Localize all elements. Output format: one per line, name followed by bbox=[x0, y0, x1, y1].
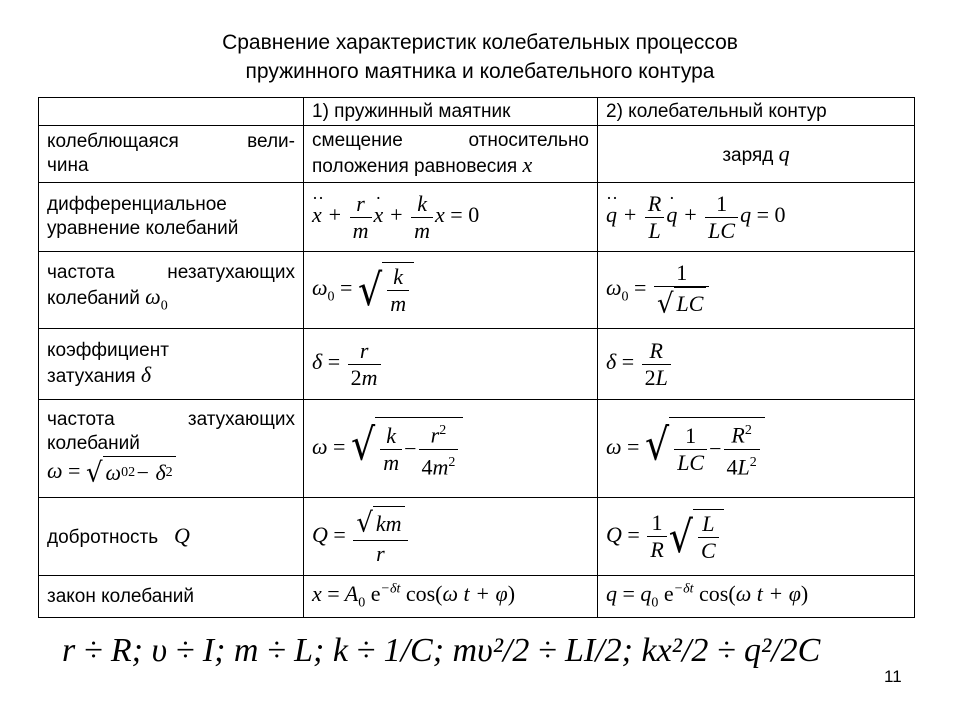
row-label-quality-factor: добротность Q bbox=[39, 498, 304, 576]
analogy-relations: r ÷ R; υ ÷ I; m ÷ L; k ÷ 1/C; mυ²/2 ÷ LI/2; kx²/2 ÷ q²/2C bbox=[62, 632, 821, 669]
circuit-damping-coefficient: δ = $\frac{R}{2L}$ bbox=[598, 329, 915, 400]
header-empty-cell bbox=[39, 98, 304, 126]
row-label-damping-coefficient: коэффициент затухания δ bbox=[39, 329, 304, 400]
circuit-quantity-cell: заряд q bbox=[598, 126, 915, 183]
spring-damped-frequency: ω = √ $\frac{k}{m}$ − $\frac{r^2}{4m^2}$ bbox=[304, 400, 598, 498]
circuit-undamped-frequency: $\omega_0$ = 1 √ LC bbox=[598, 252, 915, 329]
spring-oscillation-law: $x = A_0$ $e^{-\delta t}$ cos(ω t + φ) bbox=[304, 576, 598, 618]
spring-quantity-cell: смещение относительно положения равновесия x bbox=[304, 126, 598, 183]
table-row bbox=[39, 329, 915, 400]
table-row bbox=[39, 400, 915, 498]
header-oscillating-circuit: 2) колебательный контур bbox=[598, 98, 915, 126]
row-label-undamped-frequency: частота незатухающих колебаний $\omega_0$ bbox=[39, 252, 304, 329]
spring-diff-equation: ·· x + $\frac{r}{m}$ · x + $\frac{k}{m}$ x = 0 bbox=[304, 183, 598, 252]
header-spring-pendulum: 1) пружинный маятник bbox=[304, 98, 598, 126]
title-line-1: Сравнение характеристик колебательных процессов bbox=[222, 31, 738, 54]
row-label-damped-frequency: частота затухающих колебаний ω = √ ω 0 2 − δ 2 bbox=[39, 400, 304, 498]
table-row bbox=[39, 576, 915, 618]
page-number: 11 bbox=[884, 667, 902, 686]
spring-damping-coefficient: δ = $\frac{r}{2m}$ bbox=[304, 329, 598, 400]
slide-title bbox=[0, 28, 960, 86]
comparison-table bbox=[38, 97, 915, 618]
table-row bbox=[39, 183, 915, 252]
row-label-oscillation-law: закон колебаний bbox=[39, 576, 304, 618]
table-row bbox=[39, 126, 915, 183]
title-line-2: пружинного маятника и колебательного контура bbox=[245, 60, 715, 83]
circuit-quality-factor: Q = $\frac{1}{R}$ √ $\frac{L}{C}$ bbox=[598, 498, 915, 576]
circuit-oscillation-law: $q = q_0$ $e^{-\delta t}$ cos(ω t + φ) bbox=[598, 576, 915, 618]
table-row bbox=[39, 252, 915, 329]
row-label-diff-equation: дифференциальное уравнение колебаний bbox=[39, 183, 304, 252]
table-header-row bbox=[39, 98, 915, 126]
spring-undamped-frequency: $\omega_0$ = √ $\frac{k}{m}$ bbox=[304, 252, 598, 329]
circuit-damped-frequency: ω = √ $\frac{1}{LC}$ − $\frac{R^2}{4L^2}$ bbox=[598, 400, 915, 498]
table-row bbox=[39, 498, 915, 576]
spring-quality-factor: Q = √ km r bbox=[304, 498, 598, 576]
circuit-diff-equation: ·· q + $\frac{R}{L}$ · q + $\frac{1}{LC}$ q = 0 bbox=[598, 183, 915, 252]
row-label-quantity: колеблющаяся вели- чина bbox=[39, 126, 304, 183]
